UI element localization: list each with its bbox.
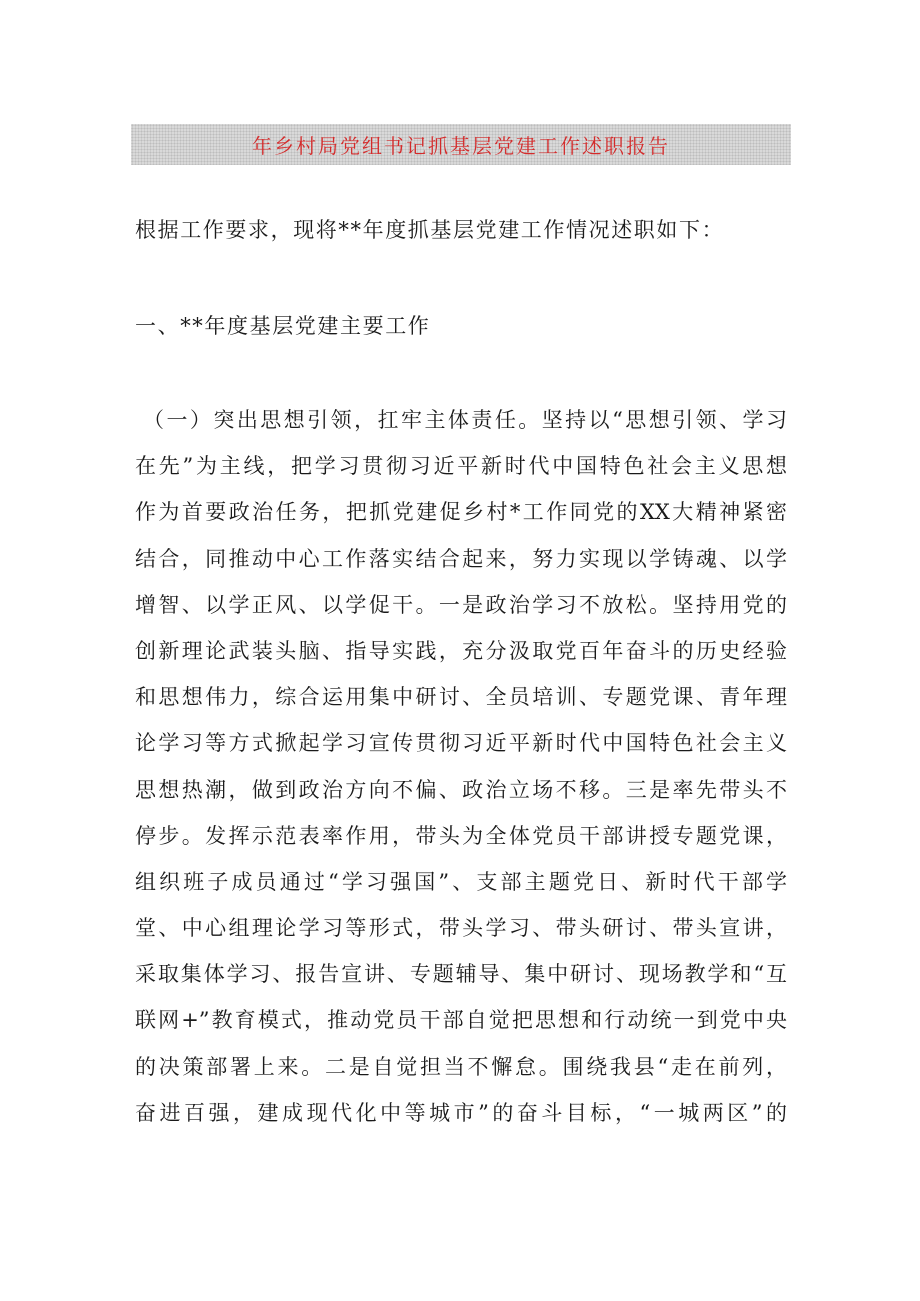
paragraph-line: 创新理论武装头脑、指导实践，充分汲取党百年奋斗的历史经验	[135, 638, 787, 663]
paragraph-line: 论学习等方式掀起学习宣传贯彻习近平新时代中国特色社会主义	[135, 731, 787, 756]
section-heading: 一、**年度基层党建主要工作	[135, 314, 431, 338]
paragraph-line: 采取集体学习、报告宣讲、专题辅导、集中研讨、现场教学和“互	[135, 962, 787, 987]
paragraph-line: 和思想伟力，综合运用集中研讨、全员培训、专题党课、青年理	[135, 685, 787, 710]
paragraph-line: 增智、以学正风、以学促干。一是政治学习不放松。坚持用党的	[135, 592, 787, 617]
paragraph-line: 的决策部署上来。二是自觉担当不懈怠。围绕我县“走在前列，	[135, 1054, 787, 1079]
paragraph-line: 联网+”教育模式，推动党员干部自觉把思想和行动统一到党中央	[135, 1008, 787, 1033]
paragraph-line: 在先”为主线，把学习贯彻习近平新时代中国特色社会主义思想	[135, 454, 787, 479]
paragraph-line: （一）突出思想引领，扛牢主体责任。坚持以“思想引领、学习	[143, 408, 787, 432]
paragraph-line: 结合，同推动中心工作落实结合起来，努力实现以学铸魂、以学	[135, 546, 787, 571]
paragraph-line: 停步。发挥示范表率作用，带头为全体党员干部讲授专题党课，	[135, 823, 787, 848]
paragraph-line: 作为首要政治任务，把抓党建促乡村*工作同党的XX大精神紧密	[135, 500, 787, 525]
paragraph-line: 堂、中心组理论学习等形式，带头学习、带头研讨、带头宣讲，	[135, 916, 787, 941]
title-banner	[131, 124, 791, 165]
paragraph-line: 组织班子成员通过“学习强国”、支部主题党日、新时代干部学	[135, 869, 787, 894]
intro-paragraph: 根据工作要求，现将**年度抓基层党建工作情况述职如下：	[135, 218, 725, 242]
document-title: 年乡村局党组书记抓基层党建工作述职报告	[252, 134, 670, 158]
paragraph-line: 奋进百强，建成现代化中等城市”的奋斗目标，“一城两区”的	[135, 1100, 787, 1125]
paragraph-line: 思想热潮，做到政治方向不偏、政治立场不移。三是率先带头不	[135, 777, 787, 802]
body-paragraph	[135, 402, 787, 1141]
